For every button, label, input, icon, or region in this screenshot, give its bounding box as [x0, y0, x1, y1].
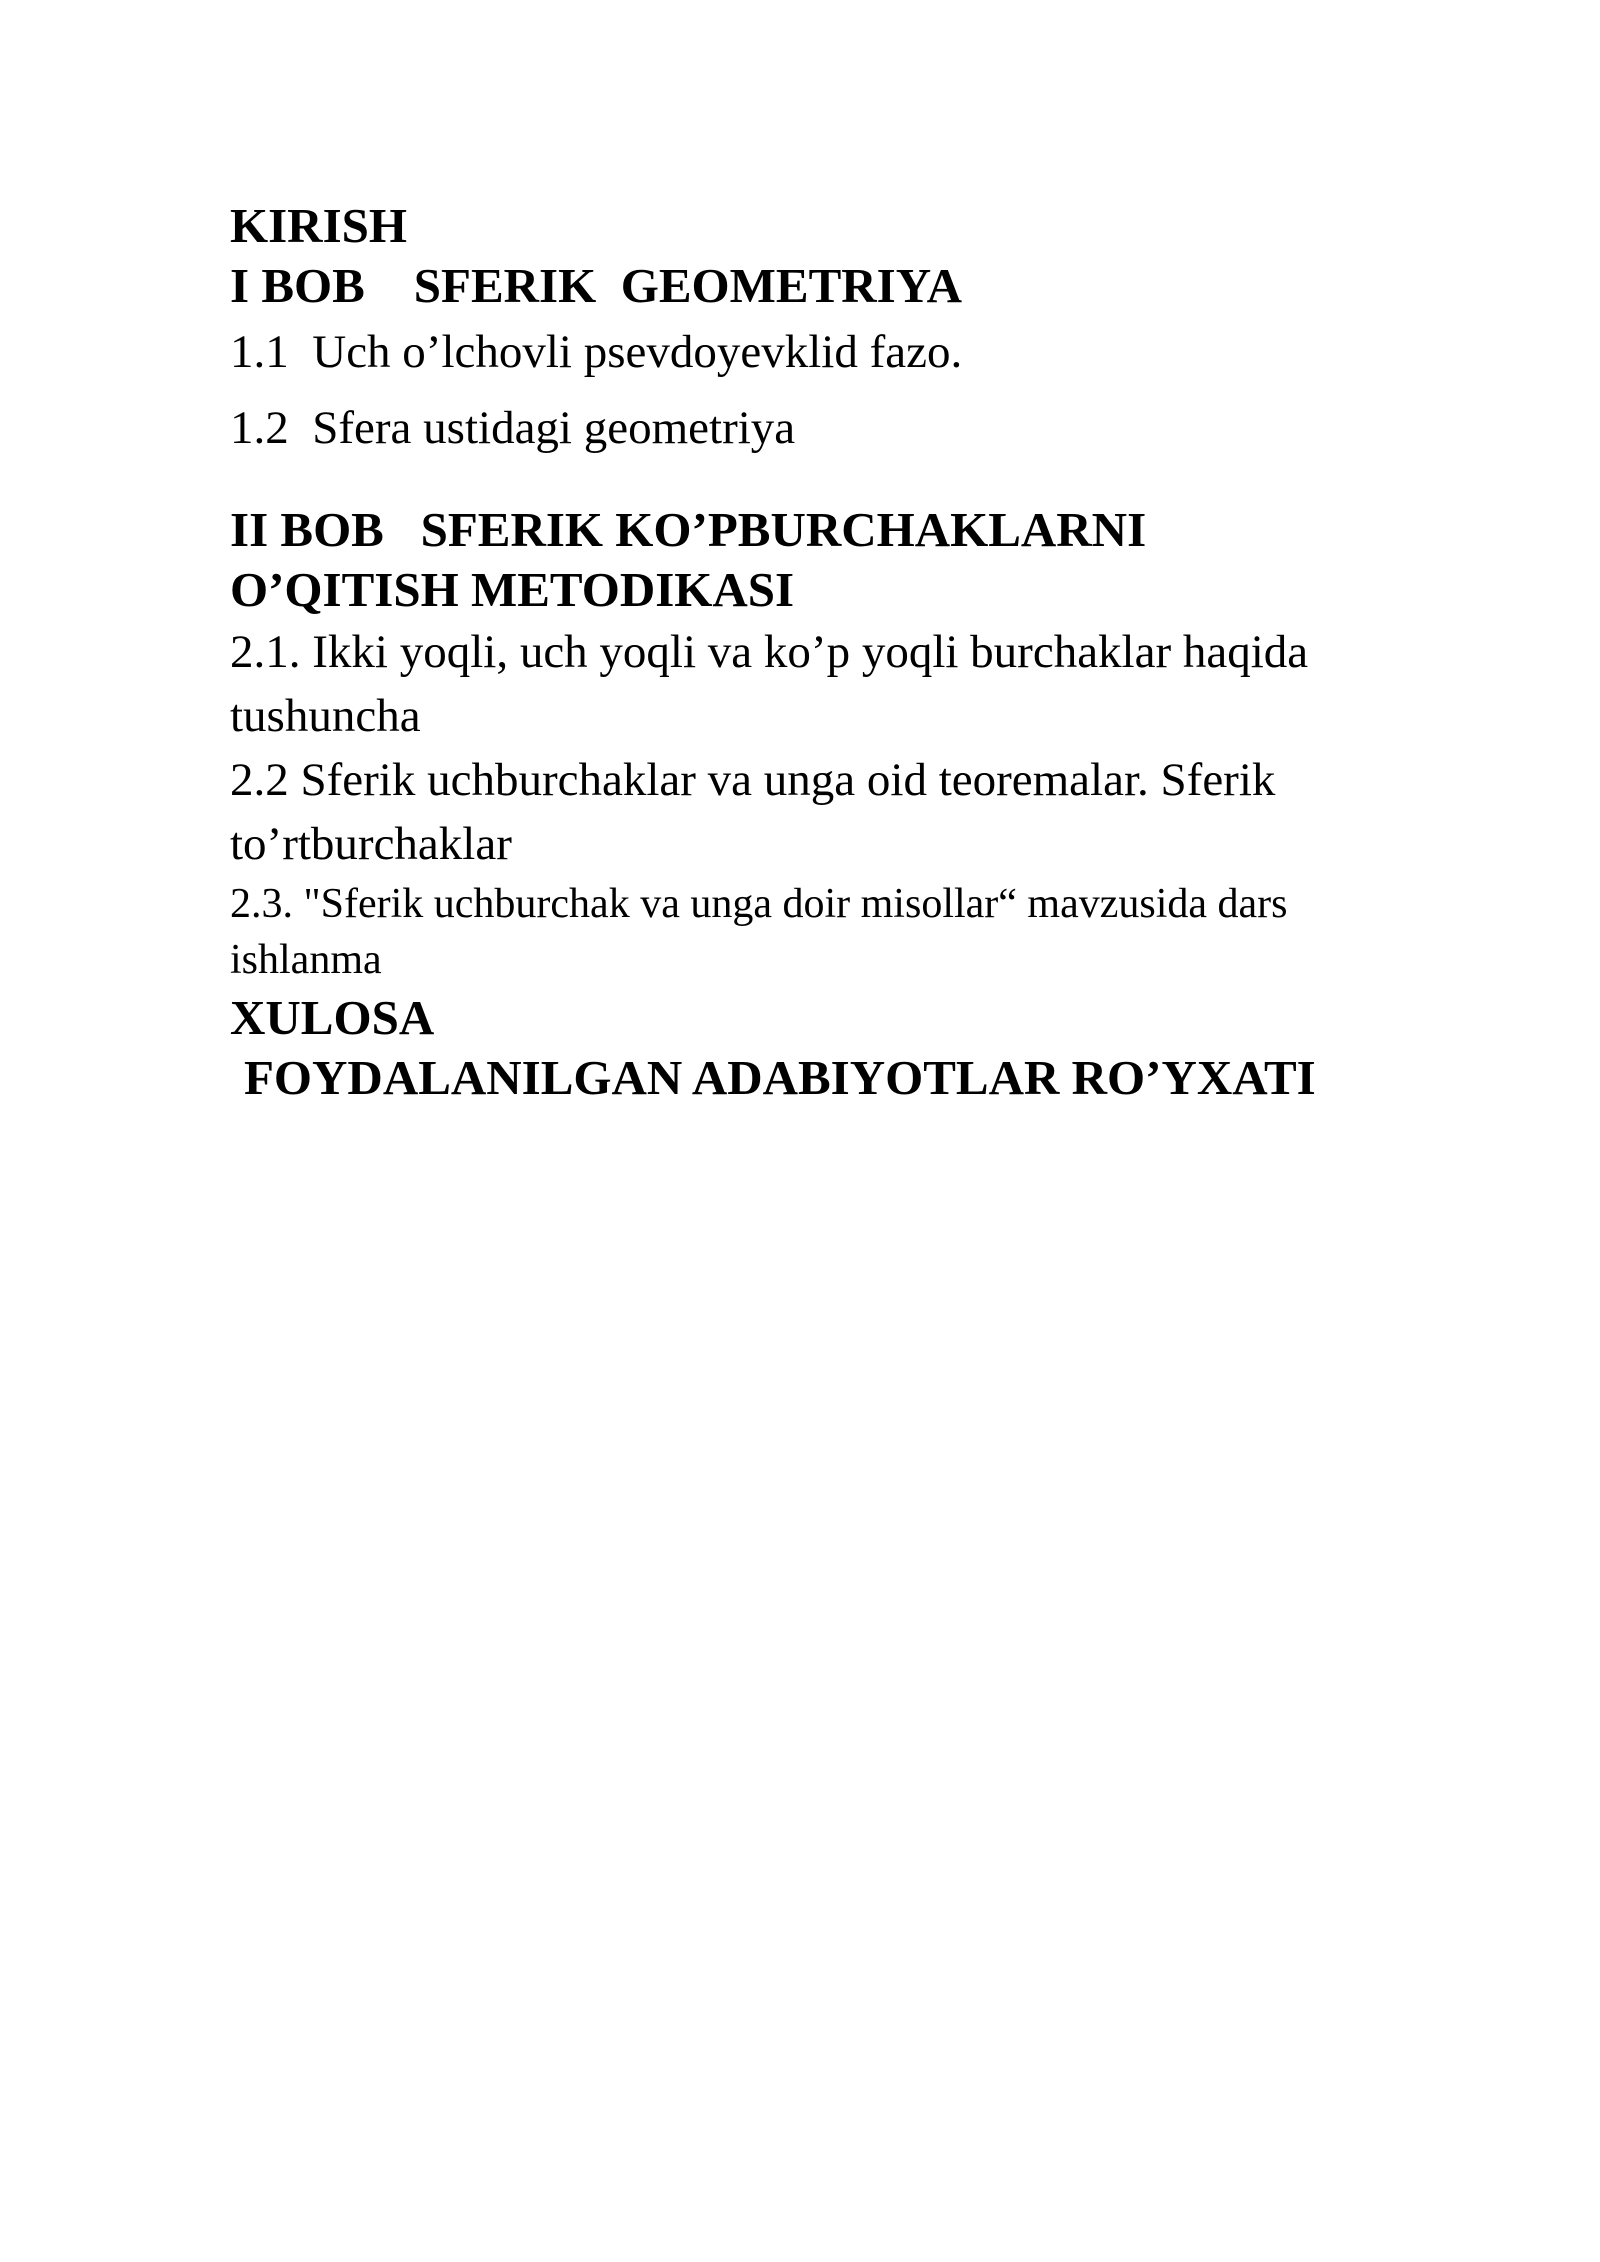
toc-heading-adabiyotlar: FOYDALANILGAN ADABIYOTLAR RO’YXATI: [244, 1050, 1316, 1105]
toc-chapter-2-title-line-1: II BOB SFERIK KO’PBURCHAKLARNI: [230, 502, 1147, 557]
toc-chapter-1-title: I BOB SFERIK GEOMETRIYA: [230, 258, 962, 313]
toc-heading-kirish: KIRISH: [230, 198, 408, 253]
toc-section-2-1: 2.1. Ikki yoqli, uch yoqli va ko’p yoqli burchaklar haqida tushuncha: [230, 626, 1309, 742]
toc-heading-xulosa: XULOSA: [230, 990, 435, 1045]
table-of-contents: [230, 196, 1530, 1108]
toc-section-2-2: 2.2 Sferik uchburchaklar va unga oid teoremalar. Sferik to’rtburchaklar: [230, 754, 1276, 870]
toc-section-1-2: 1.2 Sfera ustidagi geometriya: [230, 402, 796, 454]
toc-section-1-1: 1.1 Uch o’lchovli psevdoyevklid fazo.: [230, 326, 963, 378]
toc-chapter-2-title-line-2: O’QITISH METODIKASI: [230, 562, 795, 617]
toc-section-2-3: 2.3. "Sferik uchburchak va unga doir misollar“ mavzusida dars ishlanma: [230, 881, 1288, 983]
